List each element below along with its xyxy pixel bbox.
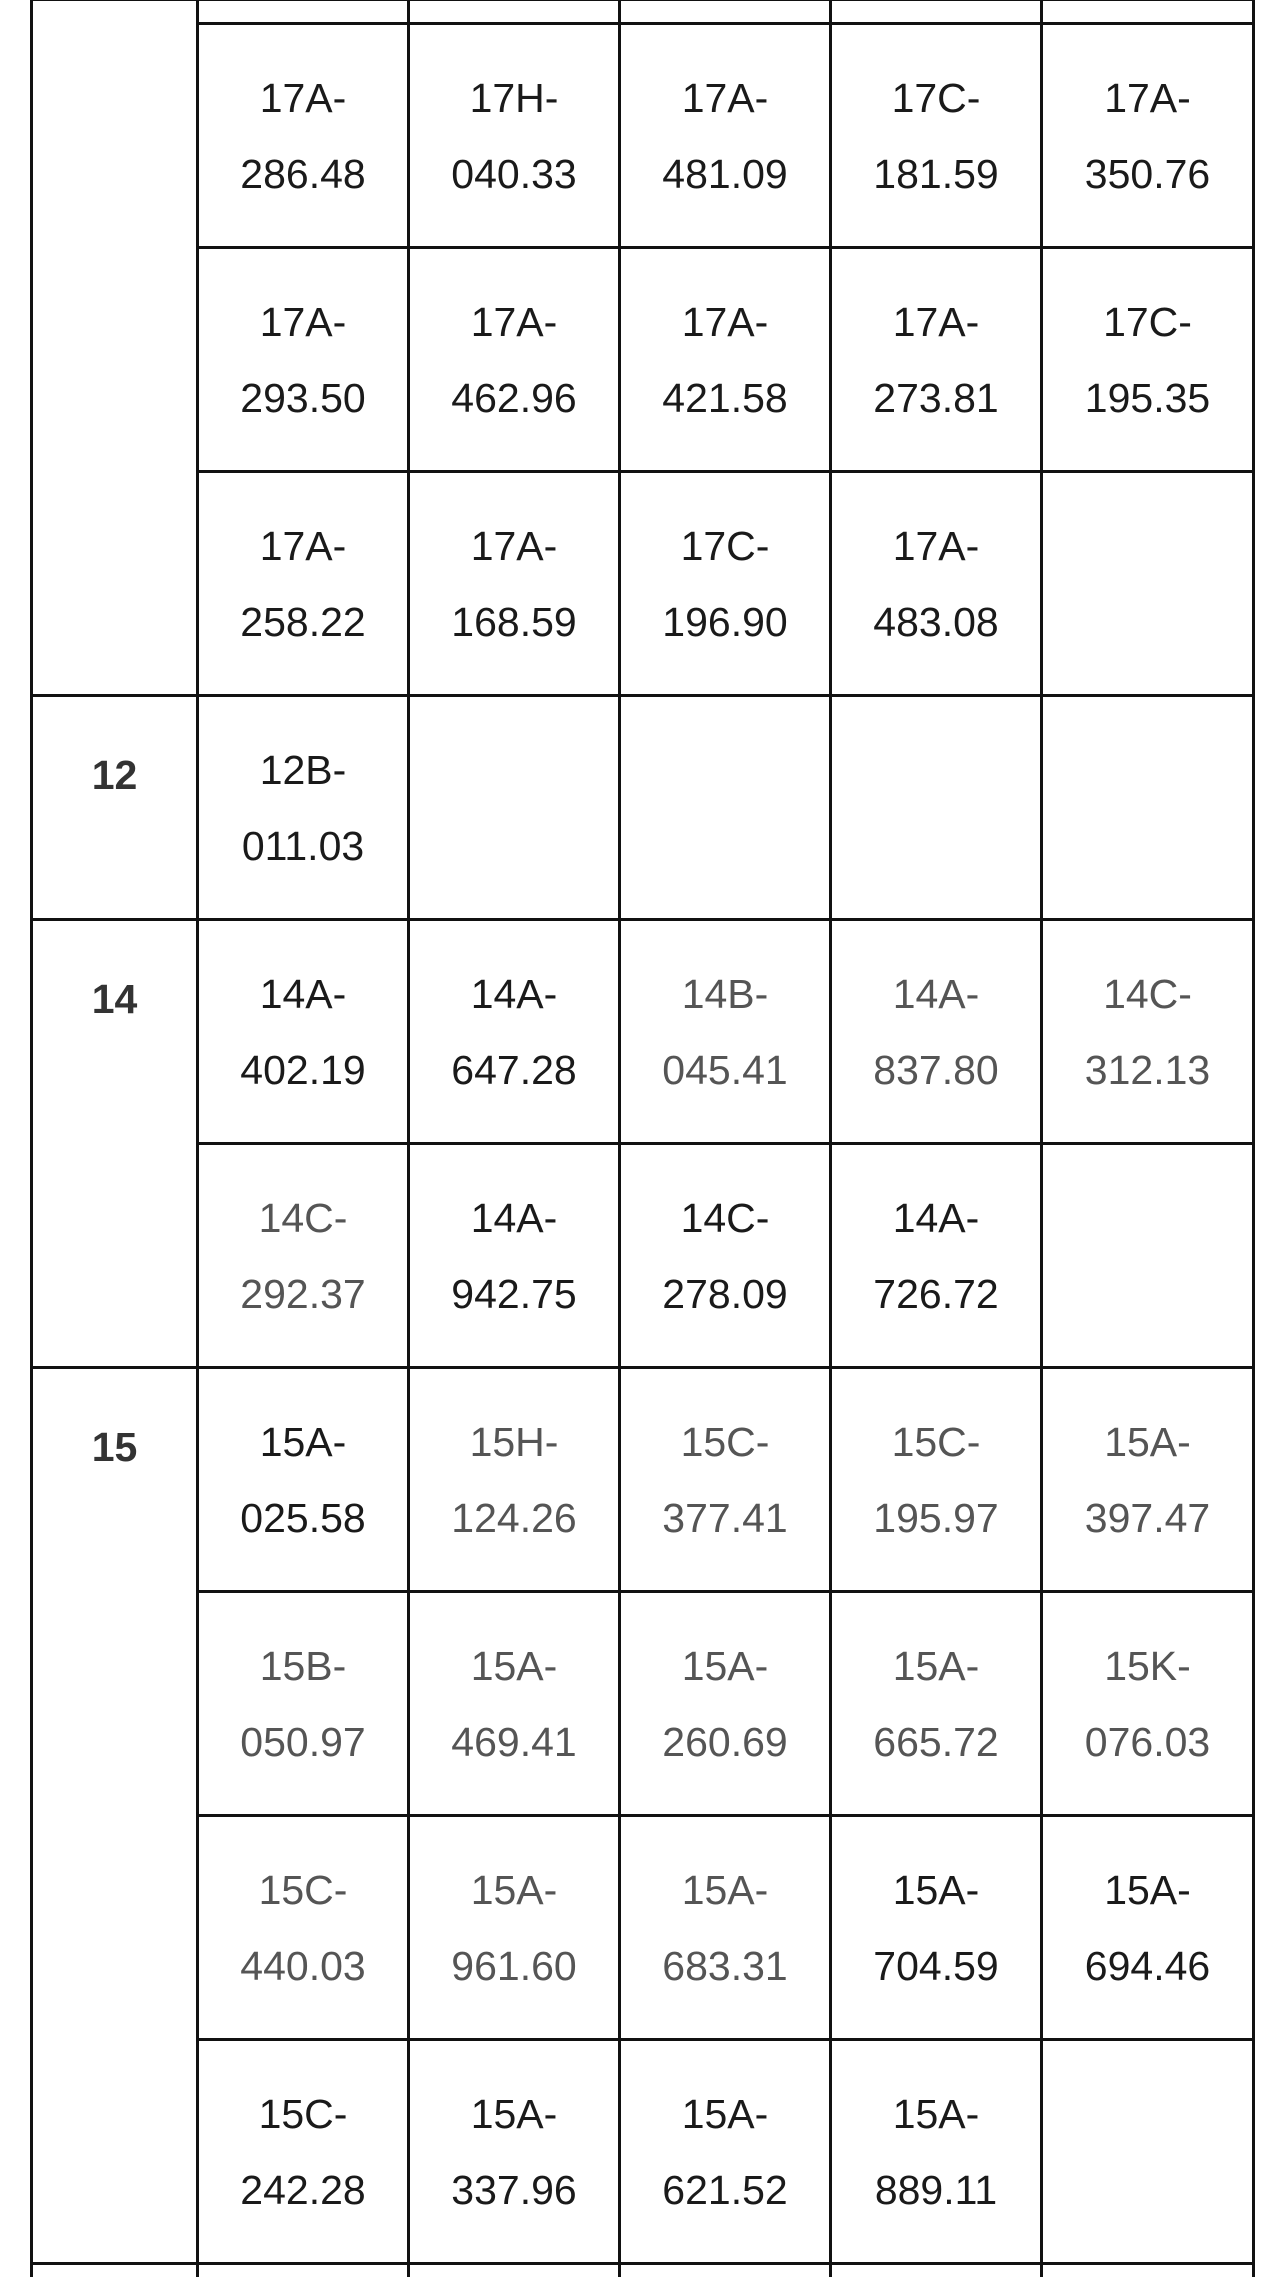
plate-cell-partial: [32, 2264, 198, 2277]
plate-number: 15K- 076.03: [1084, 1642, 1211, 1765]
plate-cell: [1042, 696, 1254, 920]
plate-number: 17A- 350.76: [1084, 74, 1211, 197]
plate-cell: [409, 1816, 620, 2040]
plate-cell: [831, 2040, 1042, 2264]
plate-cell: [831, 1816, 1042, 2040]
plate-cell-partial: [831, 0, 1042, 24]
plate-number: 14A- 942.75: [451, 1194, 577, 1317]
group-label-cell: [32, 24, 198, 696]
plate-number: 15C- 377.41: [662, 1418, 788, 1541]
plate-number: 12B- 011.03: [241, 746, 365, 869]
plate-cell: [831, 920, 1042, 1144]
plate-cell: [831, 472, 1042, 696]
plate-number: 17A- 168.59: [451, 522, 577, 645]
plate-cell: [409, 696, 620, 920]
plate-number: 15A- 683.31: [662, 1866, 788, 1989]
plate-number: 15A- 694.46: [1084, 1866, 1211, 1989]
plate-cell: [198, 1368, 409, 1592]
plate-cell: [1042, 248, 1254, 472]
plate-cell: [409, 920, 620, 1144]
plate-number: 17A- 286.48: [240, 74, 366, 197]
plate-cell: [620, 248, 831, 472]
plate-number: 17A- 258.22: [240, 522, 366, 645]
plate-cell: [409, 472, 620, 696]
plate-cell: [1042, 920, 1254, 1144]
plate-cell: [831, 1144, 1042, 1368]
plate-cell: [409, 1368, 620, 1592]
plate-number: 14A- 402.19: [240, 970, 366, 1093]
plate-number: 15A- 469.41: [451, 1642, 577, 1765]
plate-cell: [620, 1144, 831, 1368]
plate-number: 14C- 278.09: [662, 1194, 788, 1317]
plate-cell-partial: [1042, 2264, 1254, 2277]
table-row: [32, 2040, 1254, 2264]
plate-cell-partial: [198, 0, 409, 24]
plate-cell: [198, 920, 409, 1144]
group-cell-continued: [32, 0, 198, 24]
plate-number: 14C- 312.13: [1084, 970, 1211, 1093]
plate-number: 15A- 961.60: [451, 1866, 577, 1989]
plate-cell: [198, 248, 409, 472]
plate-cell: [198, 1144, 409, 1368]
plate-number: 17C- 181.59: [873, 74, 999, 197]
plate-cell: [198, 472, 409, 696]
plate-cell: [620, 920, 831, 1144]
plate-number: 14A- 647.28: [451, 970, 577, 1093]
group-label-cell: 14: [32, 920, 198, 1368]
plate-number: 17C- 195.35: [1084, 298, 1211, 421]
plate-cell-partial: [620, 2264, 831, 2277]
plate-number: 15A- 621.52: [662, 2090, 788, 2213]
table-row: [32, 1816, 1254, 2040]
plate-number: 15B- 050.97: [240, 1642, 366, 1765]
table-row: [32, 1144, 1254, 1368]
plate-number: 15A- 704.59: [873, 1866, 999, 1989]
plate-cell: [198, 1816, 409, 2040]
plate-number: 15A- 889.11: [874, 2090, 998, 2213]
plate-number: 15C- 242.28: [240, 2090, 366, 2213]
plate-cell-partial: [198, 2264, 409, 2277]
plate-cell: [198, 696, 409, 920]
plate-number: 15C- 440.03: [240, 1866, 366, 1989]
plate-number: 17A- 273.81: [873, 298, 999, 421]
plate-cell: [198, 1592, 409, 1816]
group-label-cell: 15: [32, 1368, 198, 2264]
table-row: [32, 696, 1254, 920]
plate-cell: [1042, 472, 1254, 696]
plate-cell: [409, 1144, 620, 1368]
plate-number: 14B- 045.41: [662, 970, 788, 1093]
plate-number: 17H- 040.33: [451, 74, 577, 197]
plate-cell: [1042, 1144, 1254, 1368]
plate-cell: [409, 24, 620, 248]
plate-cell-partial: [620, 0, 831, 24]
plate-cell: [1042, 1816, 1254, 2040]
plate-cell: [620, 1816, 831, 2040]
plate-cell: [409, 1592, 620, 1816]
plate-cell-partial: [409, 0, 620, 24]
plate-cell: [1042, 1368, 1254, 1592]
plate-cell: [620, 2040, 831, 2264]
plate-cell: [620, 696, 831, 920]
plate-number: 17A- 293.50: [240, 298, 366, 421]
plate-cell-partial: [831, 2264, 1042, 2277]
plate-cell: [831, 24, 1042, 248]
plate-number: 15A- 337.96: [451, 2090, 577, 2213]
table-row: [32, 472, 1254, 696]
table-row: [32, 920, 1254, 1144]
plate-number: 15A- 260.69: [662, 1642, 788, 1765]
plate-number: 15A- 665.72: [873, 1642, 999, 1765]
plate-cell: [198, 2040, 409, 2264]
plate-number: 17A- 481.09: [662, 74, 788, 197]
plate-cell: [831, 1592, 1042, 1816]
plate-cell: [198, 24, 409, 248]
plate-cell-partial: [409, 2264, 620, 2277]
plate-cell: [620, 1592, 831, 1816]
plate-cell: [620, 472, 831, 696]
plate-cell: [831, 1368, 1042, 1592]
plate-number: 14C- 292.37: [240, 1194, 366, 1317]
plate-cell: [620, 1368, 831, 1592]
plate-number: 15A- 025.58: [240, 1418, 366, 1541]
plate-number: 17A- 421.58: [662, 298, 788, 421]
table-row: [32, 1592, 1254, 1816]
plate-number: 17A- 462.96: [451, 298, 577, 421]
plate-cell: [620, 24, 831, 248]
table-row-partial-bottom: [32, 2264, 1254, 2277]
plate-number: 15H- 124.26: [451, 1418, 577, 1541]
plate-number: 14A- 837.80: [873, 970, 999, 1093]
plate-cell: [409, 248, 620, 472]
table-row-partial-top: [32, 0, 1254, 24]
plate-table-body: [32, 0, 1254, 2277]
plate-table: [30, 0, 1255, 2277]
plate-cell: [831, 696, 1042, 920]
plate-cell: [409, 2040, 620, 2264]
table-row: [32, 24, 1254, 248]
plate-number: 15A- 397.47: [1084, 1418, 1211, 1541]
plate-cell: [1042, 24, 1254, 248]
plate-number: 17C- 196.90: [662, 522, 788, 645]
table-row: [32, 1368, 1254, 1592]
plate-cell: [831, 248, 1042, 472]
plate-number: 14A- 726.72: [873, 1194, 999, 1317]
table-row: [32, 248, 1254, 472]
plate-cell-partial: [1042, 0, 1254, 24]
plate-number: 15C- 195.97: [873, 1418, 999, 1541]
group-label-cell: 12: [32, 696, 198, 920]
plate-number: 17A- 483.08: [873, 522, 999, 645]
plate-cell: [1042, 2040, 1254, 2264]
plate-cell: [1042, 1592, 1254, 1816]
